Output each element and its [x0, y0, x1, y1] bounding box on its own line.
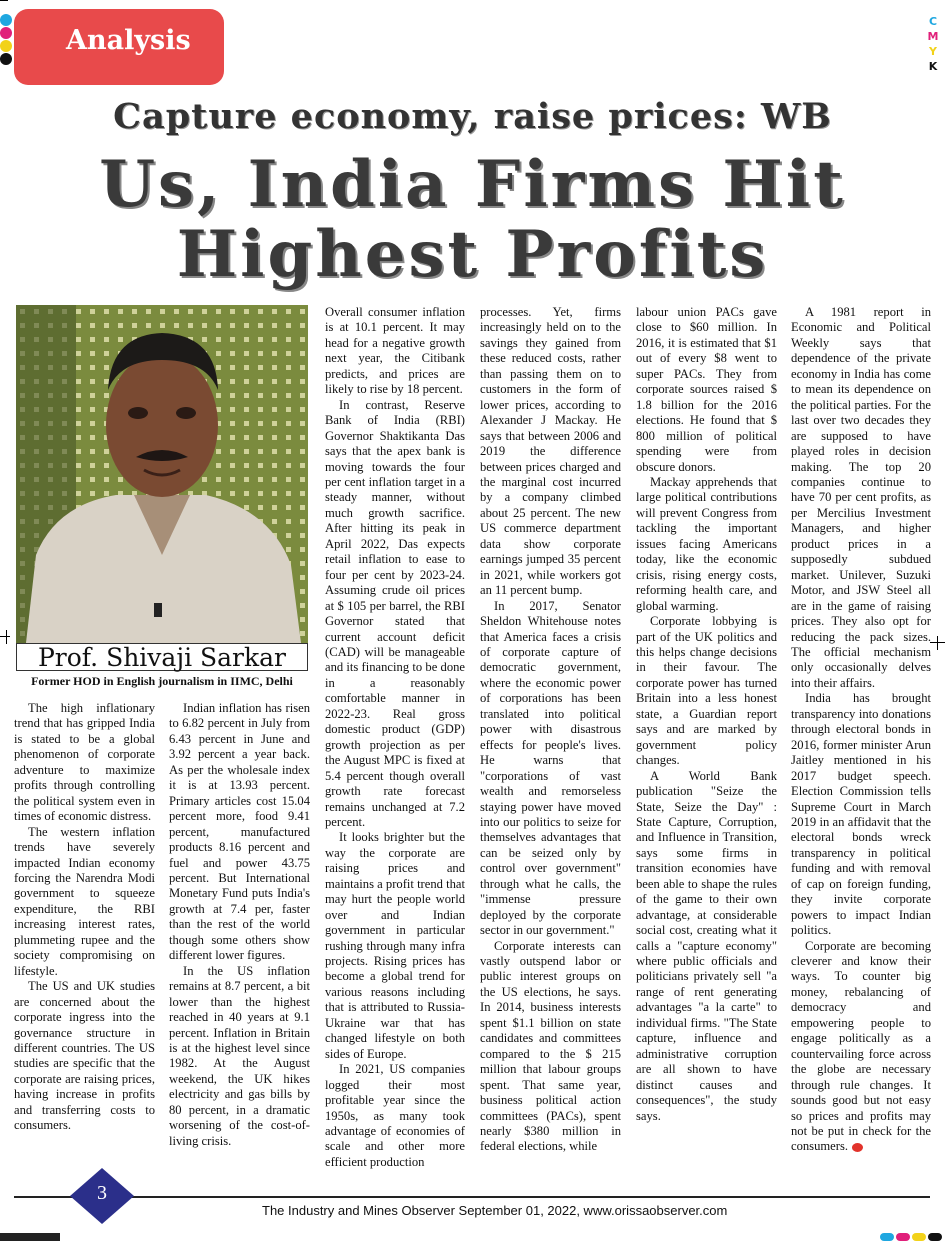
- paragraph: The US and UK studies are concerned about the corporate ingress into the governance structure in different countries. The US studies are specific that the corporate are raising prices, having increase in profits and transferring costs to consumers.: [14, 979, 155, 1133]
- article-column-1: [14, 701, 155, 1134]
- page-number: 3: [97, 1182, 107, 1204]
- section-tab: [14, 9, 224, 85]
- paragraph: [791, 939, 931, 1155]
- paragraph: Mackay apprehends that large political contributions will prevent Congress from tackling the important issues facing Americans today, like the economic crisis, rising energy costs, reforming health care, and global warming.: [636, 474, 777, 613]
- paragraph: In 2021, US companies logged their most profitable year since the 1950s, as many took advantage of economies of scale and other more efficient production: [325, 1062, 465, 1169]
- crop-mark: [0, 0, 8, 1]
- paragraph: In contrast, Reserve Bank of India (RBI) Governor Shaktikanta Das says that the apex bank is moving towards the four per cent inflation target in a steady manner, without much growth sacrifice. After hitting its peak in April 2022, Das expects retail inflation to ease to four per cent by 2023-24. Assuming crude oil prices at $ 105 per barrel, the RBI Governor stated that current account deficit (CAD) will be manageable and its financing to be done in a reasonably comfortable manner in 2022-23. Real gross domestic product (GDP) growth projection as per the August MPC is fixed at 5.4 percent though overall growth rate forecast remains unchanged at 7.2 percent.: [325, 397, 465, 829]
- paragraph: India has brought transparency into donations through electoral bonds in 2016, former minister Arun Jaitley mentioned in his 2017 budget speech. Election Commission tells Supreme Court in March 2019 in an affidavit that the electoral bonds wreck transparency in political funding and with removal of cap on foreign funding, they invite corporate powers to impact Indian politics.: [791, 691, 931, 938]
- author-name: Prof. Shivaji Sarkar: [16, 643, 308, 671]
- section-tab-label: Analysis: [66, 25, 191, 56]
- paragraph: labour union PACs gave close to $60 million. In 2016, it is estimated that $1 out of every $8 went to super PACs. They from corporate sources raised $ 1.8 billion for the 2016 elections. He found that $ 800 million of political spending were from obscure donors.: [636, 305, 777, 474]
- paragraph: A World Bank publication "Seize the State, Seize the Day" : State Capture, Corruption, and Influence in Transition, says some firms in transition economies have been able to shape the rules of the game to their own advantage, at considerable social cost, creating what it calls a "capture economy" where public officials and politicians privately sell "a range of rent generating advantages "a la carte" to individual firms. "The State capture, influence and administrative corruption are all shown to have distinct causes and consequences", the study says.: [636, 768, 777, 1123]
- registration-dots: [0, 14, 14, 74]
- article-column-2: [169, 701, 310, 1149]
- kicker: Capture economy, raise prices: WB: [113, 96, 832, 137]
- paragraph: It looks brighter but the way the corporate are raising prices and maintains a profit trend that may hurt the people world over and Indian government in particular rushing through many infra projects. Rising prices has become a global trend for various reasons including that is attributed to Russia-Ukraine war that has changed lifestyle on both sides of Europe.: [325, 830, 465, 1061]
- paragraph: Indian inflation has risen to 6.82 percent in July from 6.43 percent in June and 3.92 percent a year back. As per the wholesale index it is at 13.93 percent. Primary articles cost 15.04 percent more, food 9.41 percent, manufactured products 8.16 percent and fuel and power 43.75 percent. But International Monetary Fund puts India's growth at 7.4 per, faster than the rest of the world though some others show different lower figures.: [169, 701, 310, 963]
- article-column-5: [636, 305, 777, 1124]
- page-number-badge: [70, 1168, 134, 1224]
- paragraph: The western inflation trends have severely impacted Indian economy forcing the Narendra Modi government to squeeze expenditure, the RBI increasing interest rates, plummeting rupee and the society compromising on lifestyle.: [14, 824, 155, 978]
- bottom-registration-bar: [0, 1233, 945, 1241]
- paragraph: In the US inflation remains at 8.7 percent, a bit lower than the highest reached in 40 years at 9.1 percent. Inflation in Britain is at the highest level since 1982. At the August weekend, the UK hikes electricity and gas bills by 80 percent, in a dramatic worsening of the cost-of-living crisis.: [169, 963, 310, 1148]
- article-column-4: [480, 305, 621, 1155]
- cmyk-label: C M Y K: [927, 15, 939, 73]
- paragraph: Corporate interests can vastly outspend labor or public interest groups on the US elections, he says. In 2014, business interests spent $1.1 billion on state candidates and committees compared to the $ 215 million that labour groups spent. That same year, business political action committees (PACs), spent nearly $380 million in federal elections, while: [480, 938, 621, 1154]
- author-photo: [16, 305, 308, 643]
- paragraph: Overall consumer inflation is at 10.1 percent. It may head for a negative growth next year, the Citibank predicts, and prices are likely to rise by 18 percent.: [325, 305, 465, 397]
- article-column-6: [791, 305, 931, 1155]
- paragraph: In 2017, Senator Sheldon Whitehouse notes that America faces a crisis of corporate capture of democratic government, where the economic power of corporations has been translated into political power with disastrous effects for people's lives. He warns that "corporations of vast wealth and remorseless staying power have moved into our politics to seize for themselves advantages that can be seized only by control over government" through what he calls, the "immense pressure deployed by the corporate sector in our government.": [480, 598, 621, 938]
- footer-text: The Industry and Mines Observer September 01, 2022, www.orissaobserver.com: [262, 1203, 728, 1218]
- paragraph: Corporate lobbying is part of the UK politics and this helps change decisions in their favour. The corporate power has turned Britain into a less honest state, a Guardian report says and are marked by government policy changes.: [636, 614, 777, 768]
- crop-mark: [937, 636, 938, 650]
- paragraph: The high inflationary trend that has gripped India is stated to be a global phenomenon of corporate adventure to maximize profits through controlling the political system even in times of economic distress.: [14, 701, 155, 824]
- author-portrait-icon: [16, 305, 308, 643]
- footer-rule: [14, 1196, 930, 1198]
- headline: Us, India Firms Hit Highest Profits: [99, 147, 846, 292]
- paragraph: processes. Yet, firms increasingly held on to the savings they gained from these reduced costs, rather than passing them on to customers in the form of lower prices, according to Alexander J Mackay. He says that between 2006 and 2019 the difference between prices charged and the marginal cost incurred by a company climbed about 25 percent. The new US commerce department data show corporate earnings jumped 35 percent in 2021, while workers got an 11 percent bump.: [480, 305, 621, 598]
- paragraph-text: Corporate are becoming cleverer and know their ways. To counter big money, rebalancing of democracy and empowering people to engage politically as a countervailing force across the globe are necessary through rule changes. It sounds good but not easy so prices and profits may not be put in check for the consumers.: [791, 938, 931, 1154]
- crop-mark: [0, 636, 10, 637]
- author-role: Former HOD in English journalism in IIMC, Delhi: [31, 674, 293, 688]
- article-column-3: [325, 305, 465, 1170]
- crop-mark: [6, 630, 7, 644]
- paragraph: A 1981 report in Economic and Political Weekly says that dependence of the private economy in India has come to mean its dependence on the political parties. For the last over two decades they are supposed to have played roles in decision making. The top 20 companies continue to have 70 per cent profits, as per Mercilius Investment Managers, and higher product prices in a supposedly subdued market. Unilever, Suzuki Motor, and JSW Steel all are in the game of raising prices. They also opt for reducing the pack sizes. The official mechanism only occasionally delves into their affairs.: [791, 305, 931, 690]
- end-mark-icon: [852, 1143, 863, 1152]
